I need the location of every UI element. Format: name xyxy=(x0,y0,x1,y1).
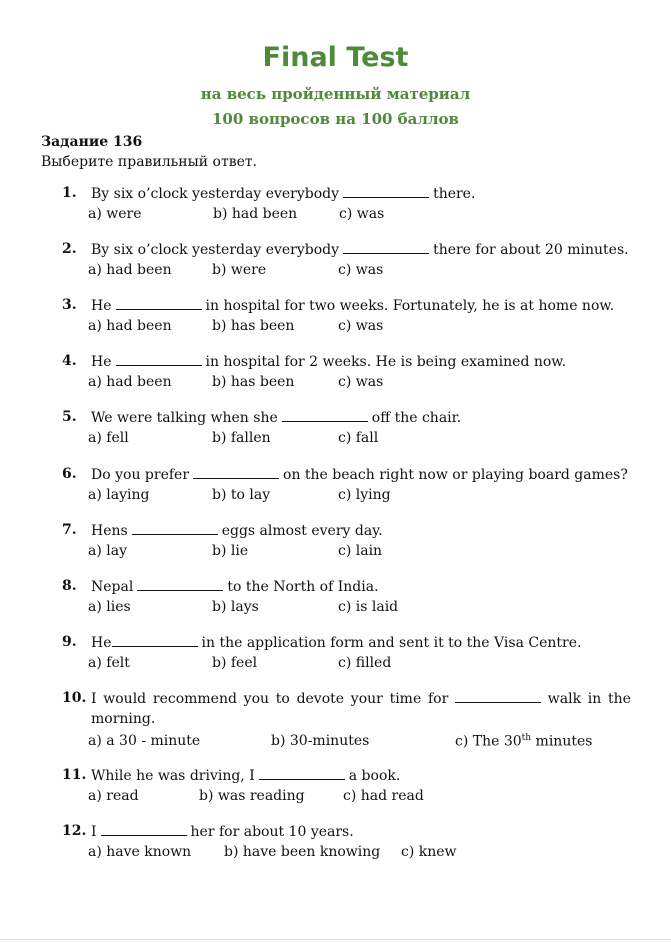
answer-blank xyxy=(343,185,429,198)
option-a[interactable]: a) a 30 - minute xyxy=(88,733,201,749)
option-b[interactable]: b) to lay xyxy=(212,487,271,503)
option-c[interactable]: c) had read xyxy=(343,788,424,804)
task-number: Задание 136 xyxy=(41,134,143,150)
option-b[interactable]: b) was reading xyxy=(199,788,305,804)
question-text: Nepal to the North of India. xyxy=(91,579,379,595)
option-a[interactable]: a) had been xyxy=(88,318,172,334)
answer-blank xyxy=(282,409,368,422)
option-a[interactable]: a) have known xyxy=(88,844,192,860)
option-a[interactable]: a) laying xyxy=(88,487,150,503)
subtitle-points: 100 вопросов на 100 баллов xyxy=(212,110,459,128)
option-b[interactable]: b) lie xyxy=(212,543,249,559)
question-number: 1. xyxy=(62,185,77,201)
option-a[interactable]: a) were xyxy=(88,206,142,222)
answer-blank xyxy=(137,578,223,591)
option-c[interactable]: c) The 30th minutes xyxy=(455,733,593,750)
option-c[interactable]: c) knew xyxy=(401,844,457,860)
task-instruction: Выберите правильный ответ. xyxy=(41,154,258,170)
page-title: Final Test xyxy=(262,42,409,73)
answer-blank xyxy=(193,466,279,479)
question-number: 10. xyxy=(62,690,87,706)
option-b[interactable]: b) feel xyxy=(212,655,258,671)
question-number: 6. xyxy=(62,466,77,482)
answer-blank xyxy=(116,297,202,310)
option-c[interactable]: c) is laid xyxy=(338,599,399,615)
option-c[interactable]: c) was xyxy=(338,374,384,390)
option-c[interactable]: c) was xyxy=(338,318,384,334)
question-text: Hens eggs almost every day. xyxy=(91,523,383,539)
question-number: 11. xyxy=(62,767,87,783)
option-b[interactable]: b) lays xyxy=(212,599,259,615)
question-number: 12. xyxy=(62,823,87,839)
option-a[interactable]: a) lay xyxy=(88,543,127,559)
page-bottom-divider xyxy=(0,939,671,940)
option-a[interactable]: a) lies xyxy=(88,599,131,615)
option-b[interactable]: b) has been xyxy=(212,374,295,390)
answer-blank xyxy=(101,823,187,836)
option-b[interactable]: b) has been xyxy=(212,318,295,334)
subtitle-material: на весь пройденный материал xyxy=(200,85,471,103)
answer-blank xyxy=(116,353,202,366)
question-text: He in the application form and sent it to the Visa Centre. xyxy=(91,635,582,651)
option-c[interactable]: c) filled xyxy=(338,655,392,671)
question-text: Do you prefer on the beach right now or playing board games? xyxy=(91,467,628,483)
answer-blank xyxy=(132,522,218,535)
answer-blank xyxy=(112,634,198,647)
question-number: 2. xyxy=(62,241,77,257)
question-text-line2: morning. xyxy=(91,711,156,727)
option-b[interactable]: b) had been xyxy=(213,206,298,222)
question-text: While he was driving, I a book. xyxy=(91,768,401,784)
question-number: 7. xyxy=(62,522,77,538)
answer-blank xyxy=(259,767,345,780)
answer-blank xyxy=(455,690,541,703)
question-text: By six o’clock yesterday everybody there for about 20 minutes. xyxy=(91,242,629,258)
option-a[interactable]: a) had been xyxy=(88,262,172,278)
option-b[interactable]: b) have been knowing xyxy=(224,844,381,860)
question-number: 5. xyxy=(62,409,77,425)
answer-blank xyxy=(343,241,429,254)
option-b[interactable]: b) 30-minutes xyxy=(271,733,370,749)
question-text: I her for about 10 years. xyxy=(91,824,354,840)
option-b[interactable]: b) fallen xyxy=(212,430,271,446)
question-text: He in hospital for 2 weeks. He is being examined now. xyxy=(91,354,567,370)
option-a[interactable]: a) had been xyxy=(88,374,172,390)
question-text: By six o’clock yesterday everybody there. xyxy=(91,186,476,202)
question-number: 9. xyxy=(62,634,77,650)
question-number: 3. xyxy=(62,297,77,313)
question-text: He in hospital for two weeks. Fortunately, he is at home now. xyxy=(91,298,615,314)
question-text: I would recommend you to devote your time for walk in the xyxy=(91,691,631,707)
option-b[interactable]: b) were xyxy=(212,262,267,278)
option-c[interactable]: c) lain xyxy=(338,543,383,559)
option-a[interactable]: a) read xyxy=(88,788,139,804)
option-c[interactable]: c) fall xyxy=(338,430,379,446)
option-a[interactable]: a) fell xyxy=(88,430,129,446)
option-c[interactable]: c) lying xyxy=(338,487,391,503)
option-a[interactable]: a) felt xyxy=(88,655,130,671)
option-c[interactable]: c) was xyxy=(338,262,384,278)
option-c[interactable]: c) was xyxy=(339,206,385,222)
question-text: We were talking when she off the chair. xyxy=(91,410,462,426)
question-number: 4. xyxy=(62,353,77,369)
question-number: 8. xyxy=(62,578,77,594)
